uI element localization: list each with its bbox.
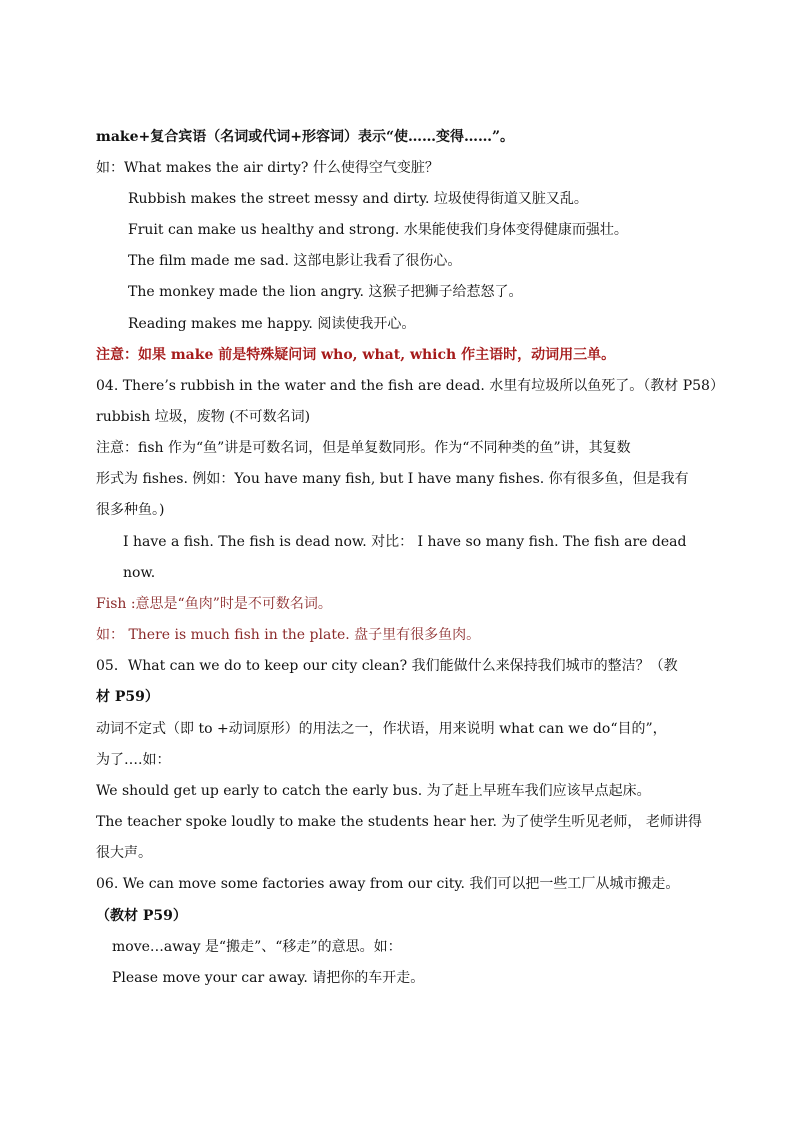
example-line: The monkey made the lion angry. 这猴子把狮子给惹怒了。 [128, 284, 523, 300]
example-line: The teacher spoke loudly to make the students hear her. 为了使学生听见老师， 老师讲得 [96, 814, 702, 830]
item-04-sentence: 04. There’s rubbish in the water and the fish are dead. 水里有垃圾所以鱼死了。（教材 P58） [96, 378, 724, 394]
example-line: We should get up early to catch the early bus. 为了赶上早班车我们应该早点起床。 [96, 783, 651, 799]
item-05-source: 材 P59） [96, 689, 159, 705]
item-05-sentence: 05．What can we do to keep our city clean? 我们能做什么来保持我们城市的整洁？（教 [96, 658, 678, 674]
note-fish-cont: 形式为 fishes. 例如：You have many fish, but I have many fishes. 你有很多鱼，但是我有 [96, 471, 689, 487]
note-third-person: 注意：如果 make 前是特殊疑问词 who, what, which 作主语时，动词用三单。 [96, 347, 616, 363]
note-move-away: move…away 是“搬走”、“移走”的意思。如： [112, 939, 402, 955]
vocab-rubbish: rubbish 垃圾，废物 (不可数名词) [96, 409, 311, 425]
item-06-sentence: 06. We can move some factories away from our city. 我们可以把一些工厂从城市搬走。 [96, 876, 680, 892]
item-06-source: （教材 P59） [96, 908, 187, 924]
note-infinitive: 动词不定式（即 to +动词原形）的用法之一，作状语，用来说明 what can we do“目的”， [96, 721, 667, 737]
note-fish-cont: 很多种鱼。) [96, 502, 165, 518]
example-line-cont: 很大声。 [96, 845, 152, 861]
compare-line-cont: now. [123, 565, 156, 581]
heading-make-compound-object: make+复合宾语（名词或代词+形容词）表示“使……变得……”。 [96, 129, 515, 145]
note-fish: 注意：fish 作为“鱼”讲是可数名词，但是单复数同形。作为“不同种类的鱼”讲，其复数 [96, 440, 631, 456]
note-fish-meat: Fish :意思是“鱼肉”时是不可数名词。 [96, 596, 332, 612]
example-fish-meat: 如： There is much fish in the plate. 盘子里有很多鱼肉。 [96, 627, 481, 643]
example-line: Fruit can make us healthy and strong. 水果能使我们身体变得健康而强壮。 [128, 222, 628, 238]
compare-line: I have a fish. The fish is dead now. 对比： I have so many fish. The fish are dead [123, 534, 687, 550]
note-infinitive-cont: 为了….如： [96, 752, 171, 768]
example-line: Please move your car away. 请把你的车开走。 [112, 970, 425, 986]
example-line: The film made me sad. 这部电影让我看了很伤心。 [128, 253, 462, 269]
example-line: 如：What makes the air dirty? 什么使得空气变脏？ [96, 160, 439, 176]
example-line: Rubbish makes the street messy and dirty. 垃圾使得街道又脏又乱。 [128, 191, 588, 207]
example-line: Reading makes me happy. 阅读使我开心。 [128, 316, 416, 332]
